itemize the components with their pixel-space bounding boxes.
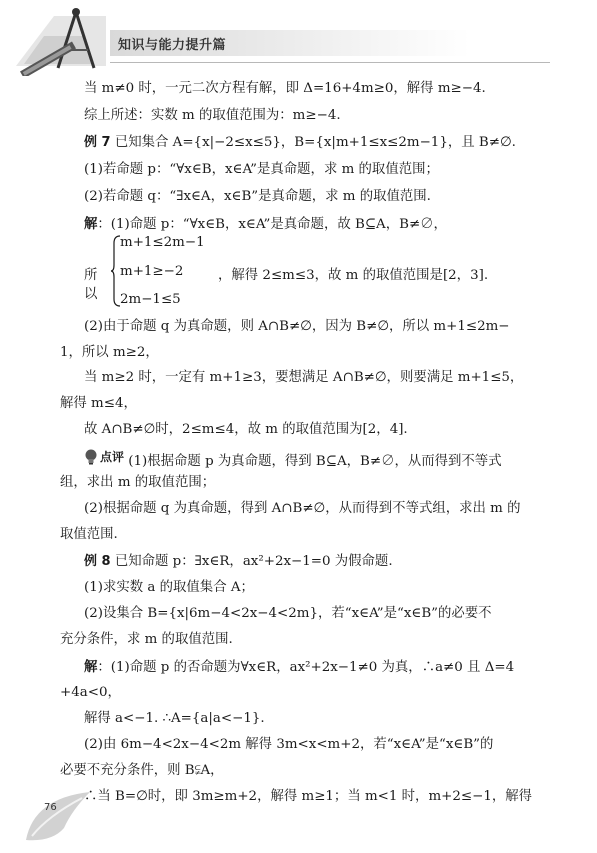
text-line: (2)根据命题 q 为真命题，得到 A∩B≠∅，从而得到不等式组，求出 m 的 (84, 501, 521, 516)
example-label: 例 8 (84, 554, 111, 569)
text-line: 充分条件，求 m 的取值范围. (60, 632, 233, 647)
leaf-ornament-icon (24, 790, 94, 845)
system-case: 2m−1≤5 (120, 292, 181, 307)
solution-line (84, 215, 447, 234)
example-line (84, 134, 516, 152)
text-line: (1)求实数 a 的取值集合 A； (84, 580, 254, 595)
system-prefix: 所以 (84, 268, 98, 302)
text-line: 当 m≥2 时，一定有 m+1≥3，要想满足 A∩B≠∅，则要满足 m+1≤5， (84, 370, 524, 385)
text-line: (2)由 6m−4<2x−4<2m 解得 3m<x<m+2，若“x∈A”是“x∈B”的 (84, 737, 494, 752)
system-suffix: ，解得 2≤m≤3，故 m 的取值范围是[2，3]. (218, 268, 489, 283)
text-line: 1，所以 m≥2， (60, 345, 159, 360)
system-case: m+1≤2m−1 (120, 235, 205, 250)
example-line (84, 553, 393, 571)
text-line: (2)由于命题 q 为真命题，则 A∩B≠∅，因为 B≠∅，所以 m+1≤2m− (84, 319, 510, 334)
text-line: 解得 m≤4， (60, 396, 137, 411)
text-line: 必要不充分条件，则 B⫋A， (60, 763, 224, 778)
text-line: (1)若命题 p：“∀x∈B，x∈A”是真命题，求 m 的取值范围； (84, 162, 439, 177)
solution-label: 解 (84, 216, 98, 232)
text-line: ∴当 B=∅时，即 3m≥m+2，解得 m≥1；当 m<1 时，m+2≤−1，解得 (84, 789, 533, 804)
example-text: 已知命题 p：∃x∈R，ax²+2x−1=0 为假命题. (114, 554, 393, 569)
comment-label: 点评 (100, 450, 125, 464)
text-line: (2)设集合 B={x|6m−4<2x−4<2m}，若“x∈A”是“x∈B”的必要不 (84, 606, 492, 621)
example-text: 已知集合 A={x|−2≤x≤5}，B={x|m+1≤x≤2m−1}，且 B≠∅. (114, 135, 516, 150)
comment-line (84, 448, 502, 471)
comment-text: (1)根据命题 p 为真命题，得到 B⊆A，B≠∅，从而得到不等式 (128, 454, 502, 469)
solution-label: 解 (84, 659, 98, 675)
text-line: 故 A∩B≠∅时，2≤m≤4，故 m 的取值范围为[2，4]. (84, 422, 408, 437)
page-section-title: 知识与能力提升篇 (118, 38, 227, 53)
page-number: 76 (44, 802, 57, 813)
system-case: m+1≥−2 (120, 264, 184, 279)
solution-text: ：(1)命题 p 的否命题为∀x∈R，ax²+2x−1≠0 为真，∴a≠0 且 Δ=4 (97, 660, 515, 675)
example-label: 例 7 (84, 135, 111, 150)
solution-text: ：(1)命题 p：“∀x∈B，x∈A”是真命题，故 B⊆A，B≠∅， (97, 217, 447, 232)
text-line: 当 m≠0 时，一元二次方程有解，即 Δ=16+4m≥0，解得 m≥−4. (84, 81, 486, 96)
lightbulb-icon (84, 449, 98, 465)
page-header (0, 0, 597, 80)
text-line: +4a<0， (60, 685, 121, 700)
comment-badge (84, 448, 124, 466)
text-line: 组，求出 m 的取值范围； (60, 475, 216, 490)
compass-ruler-icon (14, 6, 114, 76)
text-line: 取值范围. (60, 527, 118, 542)
header-divider (110, 62, 550, 63)
text-line: (2)若命题 q：“∃x∈A，x∈B”是真命题，求 m 的取值范围. (84, 189, 431, 204)
text-line: 解得 a<−1. ∴A={a|a<−1}. (84, 711, 265, 726)
solution-line (84, 658, 514, 677)
text-line: 综上所述：实数 m 的取值范围为：m≥−4. (84, 108, 341, 123)
